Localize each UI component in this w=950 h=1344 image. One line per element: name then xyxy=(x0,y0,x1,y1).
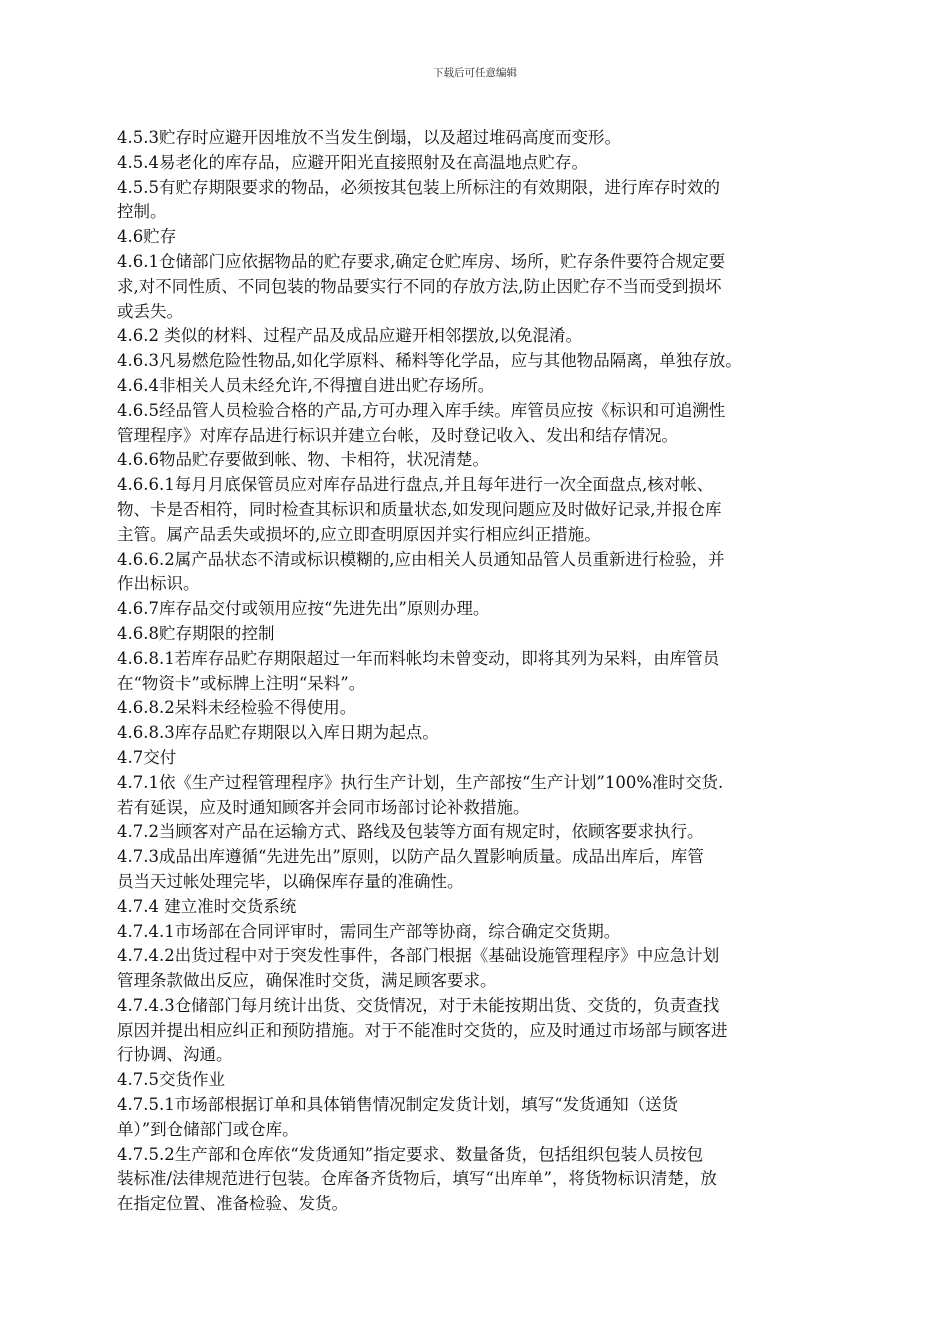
text-line: 4.7.3成品出库遵循“先进先出”原则，以防产品久置影响质量。成品出库后，库管 xyxy=(117,847,704,867)
text-line: 物、卡是否相符，同时检查其标识和质量状态,如发现问题应及时做好记录,并报仓库 xyxy=(117,499,722,519)
text-line: 主管。属产品丢失或损坏的,应立即查明原因并实行相应纠正措施。 xyxy=(117,524,601,544)
text-line: 4.6.5经品管人员检验合格的产品,方可办理入库手续。库管员应按《标识和可追溯性 xyxy=(117,400,726,420)
text-line: 原因并提出相应纠正和预防措施。对于不能准时交货的，应及时通过市场部与顾客进 xyxy=(117,1020,728,1040)
text-line: 4.7交付 xyxy=(117,747,177,767)
text-line: 行协调、沟通。 xyxy=(117,1045,233,1065)
document-body xyxy=(117,126,837,1217)
text-line: 4.7.5.2生产部和仓库依“发货通知”指定要求、数量备货，包括组织包装人员按包 xyxy=(117,1144,704,1164)
text-line: 4.7.4.1市场部在合同评审时，需同生产部等协商，综合确定交货期。 xyxy=(117,921,621,941)
text-line: 在“物资卡”或标牌上注明“呆料”。 xyxy=(117,673,366,693)
text-line: 或丢失。 xyxy=(117,301,183,321)
text-line: 4.7.2当顾客对产品在运输方式、路线及包装等方面有规定时，依顾客要求执行。 xyxy=(117,822,704,842)
text-line: 装标准/法律规范进行包装。仓库备齐货物后，填写“出库单”，将货物标识清楚，放 xyxy=(117,1169,717,1189)
text-line: 4.5.3贮存时应避开因堆放不当发生倒塌，以及超过堆码高度而变形。 xyxy=(117,128,621,147)
text-line: 4.6.3凡易燃危险性物品,如化学原料、稀料等化学品，应与其他物品隔离，单独存放。 xyxy=(117,351,742,371)
text-line: 4.6贮存 xyxy=(117,227,177,247)
page-header: 下载后可任意编辑 xyxy=(433,67,517,79)
text-line: 4.7.5.1市场部根据订单和具体销售情况制定发货计划，填写“发货通知（送货 xyxy=(117,1095,679,1115)
text-line: 4.7.4.3仓储部门每月统计出货、交货情况，对于未能按期出货、交货的，负责查找 xyxy=(117,995,720,1015)
text-line: 4.6.6物品贮存要做到帐、物、卡相符，状况清楚。 xyxy=(117,450,489,470)
text-line: 管理程序》对库存品进行标识并建立台帐，及时登记收入、发出和结存情况。 xyxy=(117,425,678,445)
text-line: 4.5.4易老化的库存品，应避开阳光直接照射及在高温地点贮存。 xyxy=(117,152,588,172)
text-line: 员当天过帐处理完毕，以确保库存量的准确性。 xyxy=(117,871,464,891)
text-line: 4.5.5有贮存期限要求的物品，必须按其包装上所标注的有效期限，进行库存时效的 xyxy=(117,177,720,197)
text-line: 4.6.8.3库存品贮存期限以入库日期为起点。 xyxy=(117,723,439,743)
text-line: 在指定位置、准备检验、发货。 xyxy=(117,1194,348,1214)
text-line: 4.7.5交货作业 xyxy=(117,1070,225,1090)
text-line: 求,对不同性质、不同包装的物品要实行不同的存放方法,防止因贮存不当而受到损坏 xyxy=(117,276,722,296)
text-line: 单）”到仓储部门或仓库。 xyxy=(117,1119,299,1139)
text-line: 4.7.4.2出货过程中对于突发性事件，各部门根据《基础设施管理程序》中应急计划 xyxy=(117,946,720,966)
text-line: 管理条款做出反应，确保准时交货，满足顾客要求。 xyxy=(117,971,497,991)
text-line: 4.6.6.2属产品状态不清或标识模糊的,应由相关人员通知品管人员重新进行检验，并 xyxy=(117,549,725,569)
text-line: 作出标识。 xyxy=(117,574,200,594)
text-line: 4.7.4 建立准时交货系统 xyxy=(117,896,297,916)
text-line: 4.6.2 类似的材料、过程产品及成品应避开相邻摆放,以免混淆。 xyxy=(117,326,582,346)
text-line: 4.7.1依《生产过程管理程序》执行生产计划，生产部按“生产计划”100%准时交货. xyxy=(117,772,724,792)
text-line: 4.6.7库存品交付或领用应按“先进先出”原则办理。 xyxy=(117,599,490,619)
text-line: 若有延误，应及时通知顾客并会同市场部讨论补救措施。 xyxy=(117,797,530,817)
text-line: 4.6.1仓储部门应依据物品的贮存要求,确定仓贮库房、场所，贮存条件要符合规定要 xyxy=(117,251,726,271)
text-line: 4.6.6.1每月月底保管员应对库存品进行盘点,并且每年进行一次全面盘点,核对帐、 xyxy=(117,475,714,495)
text-line: 控制。 xyxy=(117,202,167,222)
text-line: 4.6.8.1若库存品贮存期限超过一年而料帐均未曾变动，即将其列为呆料，由库管员 xyxy=(117,648,720,668)
text-line: 4.6.8.2呆料未经检验不得使用。 xyxy=(117,698,357,718)
text-line: 4.6.4非相关人员未经允许,不得擅自进出贮存场所。 xyxy=(117,375,495,395)
text-line: 4.6.8贮存期限的控制 xyxy=(117,623,275,643)
